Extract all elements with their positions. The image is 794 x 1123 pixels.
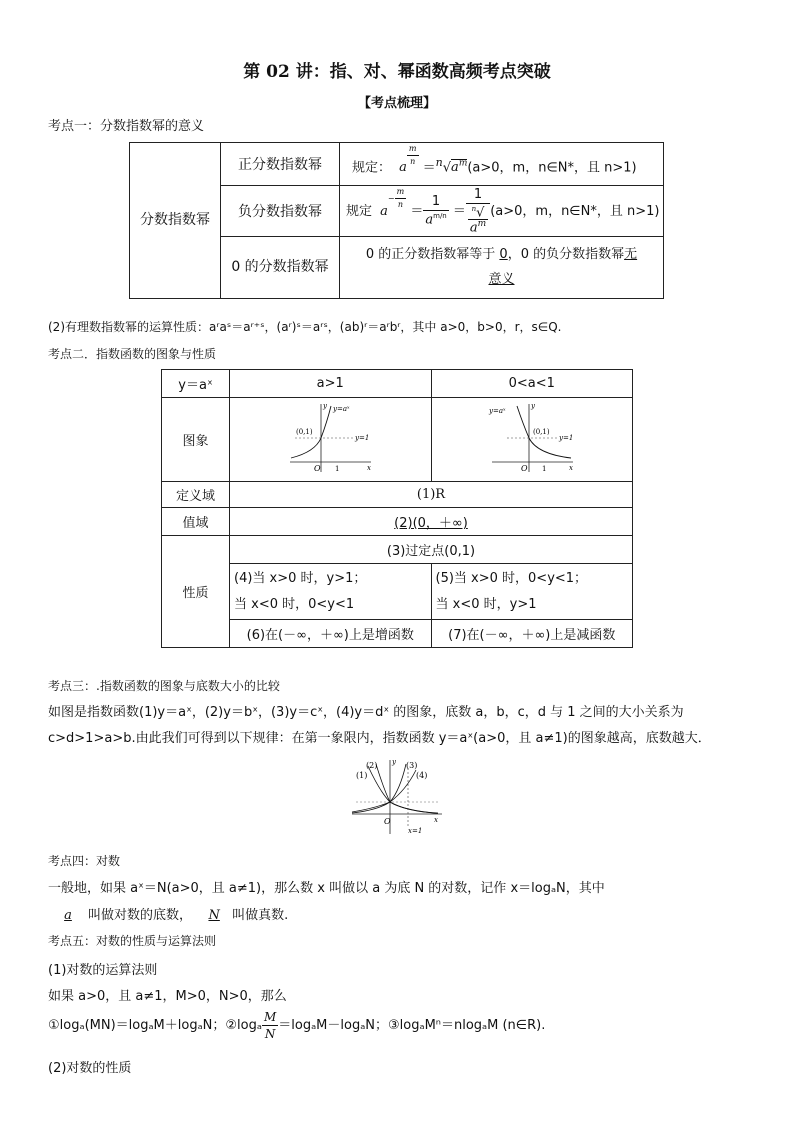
blank-a: a [64, 908, 72, 923]
base-comparison-graph [350, 756, 445, 836]
row-header-text: 分数指数幂 [140, 212, 210, 229]
r3-definition [340, 237, 664, 299]
origin-label: O [314, 463, 321, 473]
section5-s1: (1)对数的运算法则 [48, 963, 158, 978]
section1-heading: 考点一：分数指数幂的意义 [48, 119, 205, 134]
prop-4a: (4)当 x>0 时，y>1； [234, 570, 367, 586]
table1-row-header [130, 143, 221, 299]
section4-p2b: 叫做对数的底数， [88, 908, 193, 923]
log-rule-2-3: ＝logₐM－logₐN；③logₐMⁿ＝nlogₐM (n∈R). [278, 1018, 546, 1033]
graph-increasing [230, 398, 432, 482]
range-text: (2)(0，＋∞) [394, 516, 468, 531]
section3-heading: 考点三：.指数函数的图象与底数大小的比较 [48, 679, 280, 693]
decreasing-exp-graph [487, 400, 577, 476]
r3-text-c: ，0 的负分数指数幂 [507, 246, 625, 262]
log-rule-1: ①logₐ(MN)＝logₐM＋logₐN；②logₐ [48, 1018, 262, 1033]
r2-prefix: 规定 [346, 203, 373, 219]
r2-condition: (a>0，m，n∈N*，且 n>1) [490, 203, 660, 219]
section5-s2: (2)对数的性质 [48, 1061, 132, 1076]
exponential-function-table [161, 369, 633, 648]
y-label: y [530, 401, 535, 410]
blank-n: N [208, 908, 220, 923]
frac-m-over-n [262, 1011, 278, 1040]
r1-prefix: 规定： [352, 160, 392, 176]
section4-p2 [48, 904, 288, 923]
r3-text-b: 0 [499, 246, 508, 262]
r1-definition: 规定： a $^{\frac{m}{n}}$ $=^n√a^m(a>0$，m，n∈N*，且 n>1) [340, 143, 664, 186]
prop-4 [230, 564, 432, 620]
x-label: x [434, 816, 438, 824]
point-label: (0,1) [296, 427, 313, 436]
label-4: (4) [416, 771, 428, 780]
graph-decreasing [431, 398, 633, 482]
prop-7: (7)在(－∞，＋∞)上是减函数 [431, 620, 633, 648]
y-label: y [392, 758, 396, 766]
x-label: x [568, 463, 573, 472]
one-label: 1 [541, 464, 547, 473]
fractional-exponent-table [129, 142, 664, 299]
range-value [230, 508, 633, 536]
prop-5 [431, 564, 633, 620]
row-graph-label: 图象 [162, 398, 230, 482]
one-label: 1 [335, 464, 340, 473]
section3-p1: 如图是指数函数(1)y＝aˣ，(2)y＝bˣ，(3)y＝cˣ，(4)y＝dˣ 的图象，底数 a，b，c，d 与 1 之间的大小关系为 [48, 705, 684, 720]
section5-s1b: 如果 a>0，且 a≠1，M>0，N>0，那么 [48, 989, 287, 1004]
section5-heading: 考点五：对数的性质与运算法则 [48, 934, 217, 948]
y-label: y [323, 401, 328, 410]
row-domain-label: 定义域 [162, 482, 230, 508]
col-header-func: y＝aˣ [162, 370, 230, 398]
section4-p2d: 叫做真数. [232, 908, 289, 923]
prop-4b: 当 x<0 时，0<y<1 [234, 596, 355, 612]
domain-value: (1)R [230, 482, 633, 508]
r3-text-a: 0 的正分数指数幂等于 [365, 246, 500, 262]
hline-label: y=1 [355, 433, 370, 442]
r3-label-text: 0 的分数指数幂 [231, 259, 329, 276]
curve-label: y=aˣ [333, 404, 350, 413]
origin-label: O [384, 817, 391, 826]
page-title: 第 02 讲：指、对、幂函数高频考点突破 [243, 62, 551, 82]
section3-p2: c>d>1>a>b.由此我们可得到以下规律：在第一象限内，指数函数 y＝aˣ(a>0，且 a≠1)的图象越高，底数越大． [48, 731, 711, 746]
curve-label: y=aˣ [488, 406, 506, 415]
row-range-label: 值域 [162, 508, 230, 536]
section4-heading: 考点四：对数 [48, 854, 121, 868]
frac-num: M [263, 1010, 277, 1024]
x-label: x [367, 463, 372, 472]
r3-label [221, 237, 340, 299]
label-2: (2) [366, 761, 378, 770]
origin-label: O [520, 463, 528, 473]
prop-6: (6)在(－∞，＋∞)上是增函数 [230, 620, 432, 648]
r2-label: 负分数指数幂 [221, 186, 340, 237]
r2-definition: 规定 $a^{- \frac{m}{n}}$ ＝ $\frac{1}{a^{m/n}}$ ＝ 1 $^n$√ $a^m$ (a>0，m，n∈N*，且 n>1) [340, 186, 664, 237]
label-1: (1) [356, 771, 368, 780]
frac-den: N [264, 1027, 276, 1041]
col-header-a-gt-1: a>1 [230, 370, 432, 398]
col-header-a-lt-1: 0<a<1 [431, 370, 633, 398]
curve-2 [376, 764, 438, 814]
x1-label: x=1 [408, 827, 423, 835]
r1-label: 正分数指数幂 [221, 143, 340, 186]
prop-5b: 当 x<0 时，y>1 [435, 596, 537, 612]
row-props-label: 性质 [162, 536, 230, 648]
r3-text-e: 意义 [488, 271, 515, 287]
hline-label: y=1 [558, 433, 574, 442]
section2-heading: 考点二．指数函数的图象与性质 [48, 347, 217, 361]
prop-5a: (5)当 x>0 时，0<y<1； [435, 570, 588, 586]
rational-exponent-rules: (2)有理数指数幂的运算性质：aʳaˢ＝aʳ⁺ˢ，(aʳ)ˢ＝aʳˢ，(ab)ʳ＝aʳbʳ，其中 a>0，b>0，r，s∈Q. [48, 320, 562, 334]
r3-text-d: 无 [624, 246, 638, 262]
label-3: (3) [406, 761, 418, 770]
page-subtitle: 【考点梳理】 [357, 96, 436, 111]
section4-p1: 一般地，如果 aˣ＝N(a>0，且 a≠1)，那么数 x 叫做以 a 为底 N 的对数，记作 x＝logₐN，其中 [48, 881, 605, 896]
increasing-exp-graph [285, 400, 375, 476]
point-label: (0,1) [532, 427, 550, 436]
r1-condition: (a>0，m，n∈N*，且 n>1) [467, 160, 637, 176]
prop-fixed-point: (3)过定点(0,1) [230, 536, 633, 564]
log-rules-line [48, 1011, 545, 1040]
